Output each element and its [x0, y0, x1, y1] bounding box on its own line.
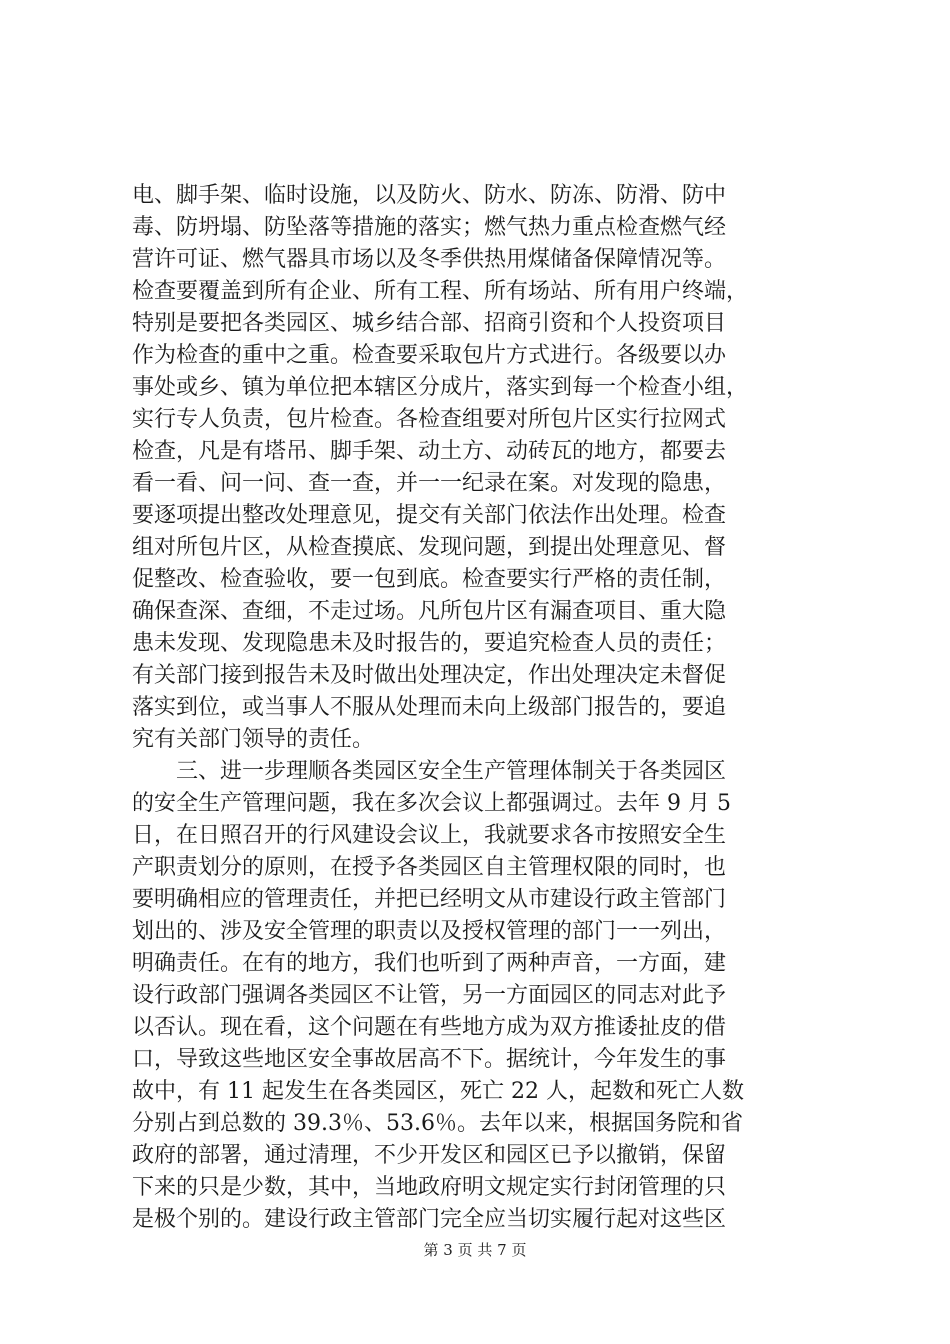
- text-line: 明确责任。在有的地方，我们也听到了两种声音，一方面，建: [132, 951, 727, 976]
- document-body: [132, 180, 832, 1236]
- text-line: 营许可证、燃气器具市场以及冬季供热用煤储备保障情况等。: [132, 247, 727, 272]
- text-line: 以否认。现在看，这个问题在有些地方成为双方推诿扯皮的借: [132, 1015, 727, 1040]
- text-line: 产职责划分的原则，在授予各类园区自主管理权限的同时，也: [132, 855, 727, 880]
- text-line: 日，在日照召开的行风建设会议上，我就要求各市按照安全生: [132, 823, 727, 848]
- text-line: 要逐项提出整改处理意见，提交有关部门依法作出处理。检查: [132, 503, 727, 528]
- text-line: 促整改、检查验收，要一包到底。检查要实行严格的责任制，: [132, 567, 727, 592]
- text-line: 作为检查的重中之重。检查要采取包片方式进行。各级要以办: [132, 343, 727, 368]
- text-line: 患未发现、发现隐患未及时报告的，要追究检查人员的责任；: [132, 631, 727, 656]
- text-line: 电、脚手架、临时设施，以及防火、防水、防冻、防滑、防中: [132, 183, 727, 208]
- text-line: 究有关部门领导的责任。: [132, 727, 375, 752]
- text-line: 毒、防坍塌、防坠落等措施的落实；燃气热力重点检查燃气经: [132, 215, 727, 240]
- text-line: 检查，凡是有塔吊、脚手架、动土方、动砖瓦的地方，都要去: [132, 439, 727, 464]
- text-line: 落实到位，或当事人不服从处理而未向上级部门报告的，要追: [132, 695, 727, 720]
- text-line: 特别是要把各类园区、城乡结合部、招商引资和个人投资项目: [132, 311, 727, 336]
- text-line: 确保查深、查细，不走过场。凡所包片区有漏查项目、重大隐: [132, 599, 727, 624]
- text-line: 分别占到总数的 39.3％、53.6％。去年以来，根据国务院和省: [132, 1111, 743, 1136]
- section-heading-line: 三、进一步理顺各类园区安全生产管理体制关于各类园区: [176, 759, 727, 784]
- text-line: 是极个别的。建设行政主管部门完全应当切实履行起对这些区: [132, 1207, 727, 1232]
- page-number-footer: 第 3 页 共 7 页: [423, 1241, 527, 1259]
- text-line: 划出的、涉及安全管理的职责以及授权管理的部门一一列出，: [132, 919, 727, 944]
- text-line: 下来的只是少数，其中，当地政府明文规定实行封闭管理的只: [132, 1175, 727, 1200]
- text-line: 事处或乡、镇为单位把本辖区分成片，落实到每一个检查小组，: [132, 375, 749, 400]
- text-line: 故中，有 11 起发生在各类园区，死亡 22 人，起数和死亡人数: [132, 1079, 744, 1104]
- text-line: 要明确相应的管理责任，并把已经明文从市建设行政主管部门: [132, 887, 727, 912]
- text-line: 政府的部署，通过清理，不少开发区和园区已予以撤销，保留: [132, 1143, 727, 1168]
- text-line: 检查要覆盖到所有企业、所有工程、所有场站、所有用户终端，: [132, 279, 749, 304]
- text-line: 设行政部门强调各类园区不让管，另一方面园区的同志对此予: [132, 983, 727, 1008]
- text-line: 的安全生产管理问题，我在多次会议上都强调过。去年 9 月 5: [132, 791, 731, 816]
- text-line: 有关部门接到报告未及时做出处理决定，作出处理决定未督促: [132, 663, 727, 688]
- text-line: 实行专人负责，包片检查。各检查组要对所包片区实行拉网式: [132, 407, 727, 432]
- text-line: 组对所包片区，从检查摸底、发现问题，到提出处理意见、督: [132, 535, 727, 560]
- text-line: 看一看、问一问、查一查，并一一纪录在案。对发现的隐患，: [132, 471, 727, 496]
- text-line: 口，导致这些地区安全事故居高不下。据统计，今年发生的事: [132, 1047, 727, 1072]
